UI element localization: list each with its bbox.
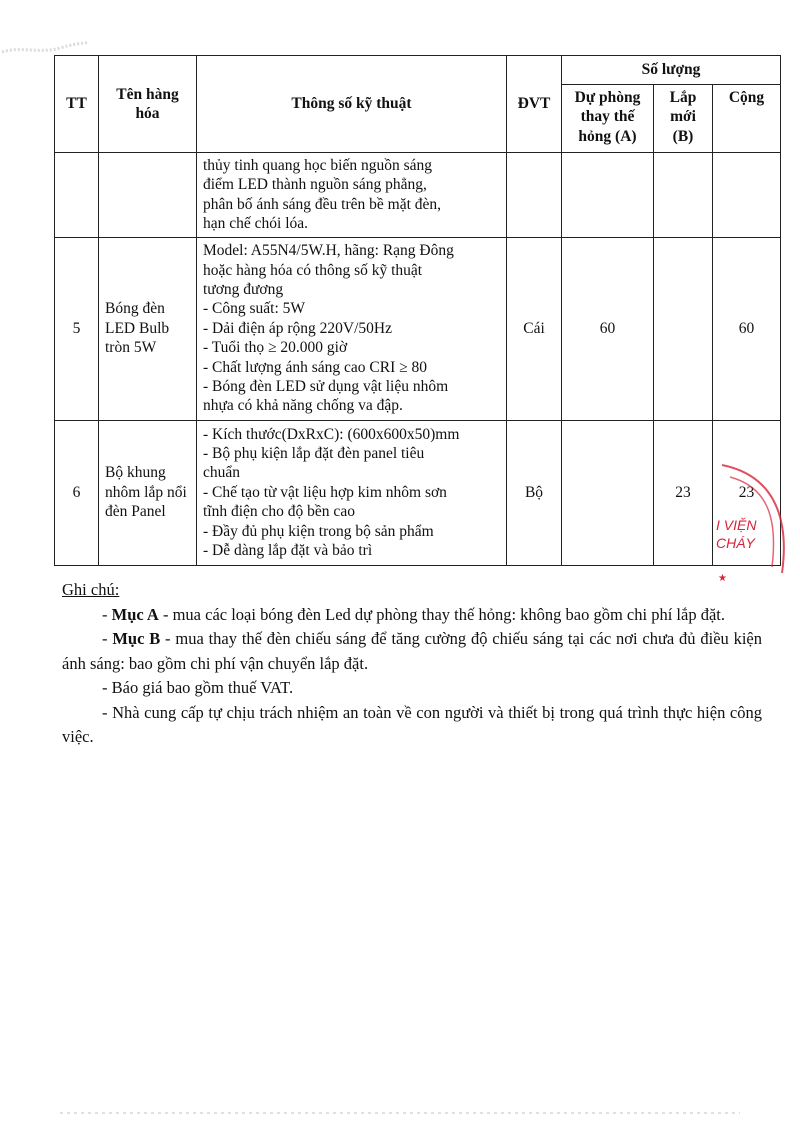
row-tt: 5	[55, 237, 99, 420]
table-row	[55, 420, 781, 565]
header-spec: Thông số kỹ thuật	[197, 56, 507, 153]
row-name: Bộ khung nhôm lắp nổi đèn Panel	[99, 420, 197, 565]
spec-line: nhựa có khả năng chống va đập.	[203, 397, 403, 415]
row-unit: Bộ	[507, 420, 562, 565]
row-spare	[562, 420, 654, 565]
row-spec	[197, 420, 507, 565]
header-quantity: Số lượng	[562, 56, 781, 85]
spec-line: - Dễ dàng lắp đặt và bảo trì	[203, 541, 373, 559]
note-vat: - Báo giá bao gồm thuế VAT.	[102, 678, 294, 697]
row-total: 60	[713, 237, 781, 420]
note-item-b: - Mục B - mua thay thế đèn chiếu sáng để tăng cường độ chiếu sáng tại các nơi chưa đủ điều kiện ánh sáng: bao gồm chi phí vận chuyển lắp đặt.	[62, 629, 762, 673]
spec-line: - Dải điện áp rộng 220V/50Hz	[203, 319, 392, 337]
row-spare: 60	[562, 237, 654, 420]
spec-line: - Chế tạo từ vật liệu hợp kim nhôm sơn	[203, 483, 447, 501]
note-b-text: - mua thay thế đèn chiếu sáng để tăng cường độ chiếu sáng tại các nơi chưa đủ điều kiện ánh sáng: bao gồm chi phí vận chuyển lắp đặt.	[62, 629, 762, 673]
notes-section	[62, 578, 762, 750]
spec-line: - Chất lượng ánh sáng cao CRI ≥ 80	[203, 358, 427, 376]
spec-line: - Kích thước(DxRxC): (600x600x50)mm	[203, 425, 460, 443]
spec-line: - Bóng đèn LED sử dụng vật liệu nhôm	[203, 377, 449, 395]
spec-line: điểm LED thành nguồn sáng phẳng,	[203, 176, 427, 194]
spec-line: hạn chế chói lóa.	[203, 215, 309, 233]
table-header-row	[55, 56, 781, 85]
row-tt: 6	[55, 420, 99, 565]
note-safety: - Nhà cung cấp tự chịu trách nhiệm an toàn về con người và thiết bị trong quá trình thực hiện công việc.	[62, 702, 762, 746]
stamp-text-line2: CHÁY	[716, 535, 755, 551]
spec-line: thủy tinh quang học biến nguồn sáng	[203, 157, 433, 174]
spec-line: hoặc hàng hóa có thông số kỹ thuật	[203, 261, 423, 279]
spec-line: - Đầy đủ phụ kiện trong bộ sản phẩm	[203, 522, 434, 540]
stamp-text-line1: I VIỆN	[716, 517, 757, 533]
table-row-continuation	[55, 153, 781, 238]
note-a-text: - mua các loại bóng đèn Led dự phòng thay thế hỏng: không bao gồm chi phí lắp đặt.	[158, 604, 725, 624]
note-a-label: Mục A	[111, 604, 159, 624]
spec-line: tĩnh điện cho độ bền cao	[203, 503, 355, 521]
spec-line: Model: A55N4/5W.H, hãng: Rạng Đông	[203, 242, 454, 260]
spec-line: chuẩn	[203, 464, 241, 482]
spec-line: tương đương	[203, 281, 284, 299]
spec-line: phân bố ánh sáng đều trên bề mặt đèn,	[203, 195, 442, 213]
spec-line: - Công suất: 5W	[203, 300, 306, 318]
note-item-a: - Mục A - mua các loại bóng đèn Led dự phòng thay thế hỏng: không bao gồm chi phí lắp đặt.	[102, 604, 725, 624]
red-seal-stamp	[712, 455, 792, 585]
header-tt: TT	[55, 56, 99, 153]
spec-table	[54, 55, 781, 566]
header-spare: Dự phòng thay thế hỏng (A)	[562, 85, 654, 153]
notes-title: Ghi chú:	[62, 580, 120, 599]
header-name: Tên hàng hóa	[99, 56, 197, 153]
header-total: Cộng	[713, 85, 781, 153]
table-row	[55, 237, 781, 420]
row-unit: Cái	[507, 237, 562, 420]
spec-line: - Tuổi thọ ≥ 20.000 giờ	[203, 339, 348, 357]
row-total: 23	[713, 420, 781, 565]
row-new: 23	[654, 420, 713, 565]
svg-text:★: ★	[718, 573, 727, 584]
spec-line: - Bộ phụ kiện lắp đặt đèn panel tiêu	[203, 445, 425, 463]
row-spec	[197, 237, 507, 420]
scan-artifact-bottom	[60, 1110, 740, 1116]
note-b-label: Mục B	[112, 629, 161, 648]
header-new: Lắp mới (B)	[654, 85, 713, 153]
row-new	[654, 237, 713, 420]
header-unit: ĐVT	[507, 56, 562, 153]
spec-continuation	[197, 153, 507, 238]
row-name: Bóng đèn LED Bulb tròn 5W	[99, 237, 197, 420]
